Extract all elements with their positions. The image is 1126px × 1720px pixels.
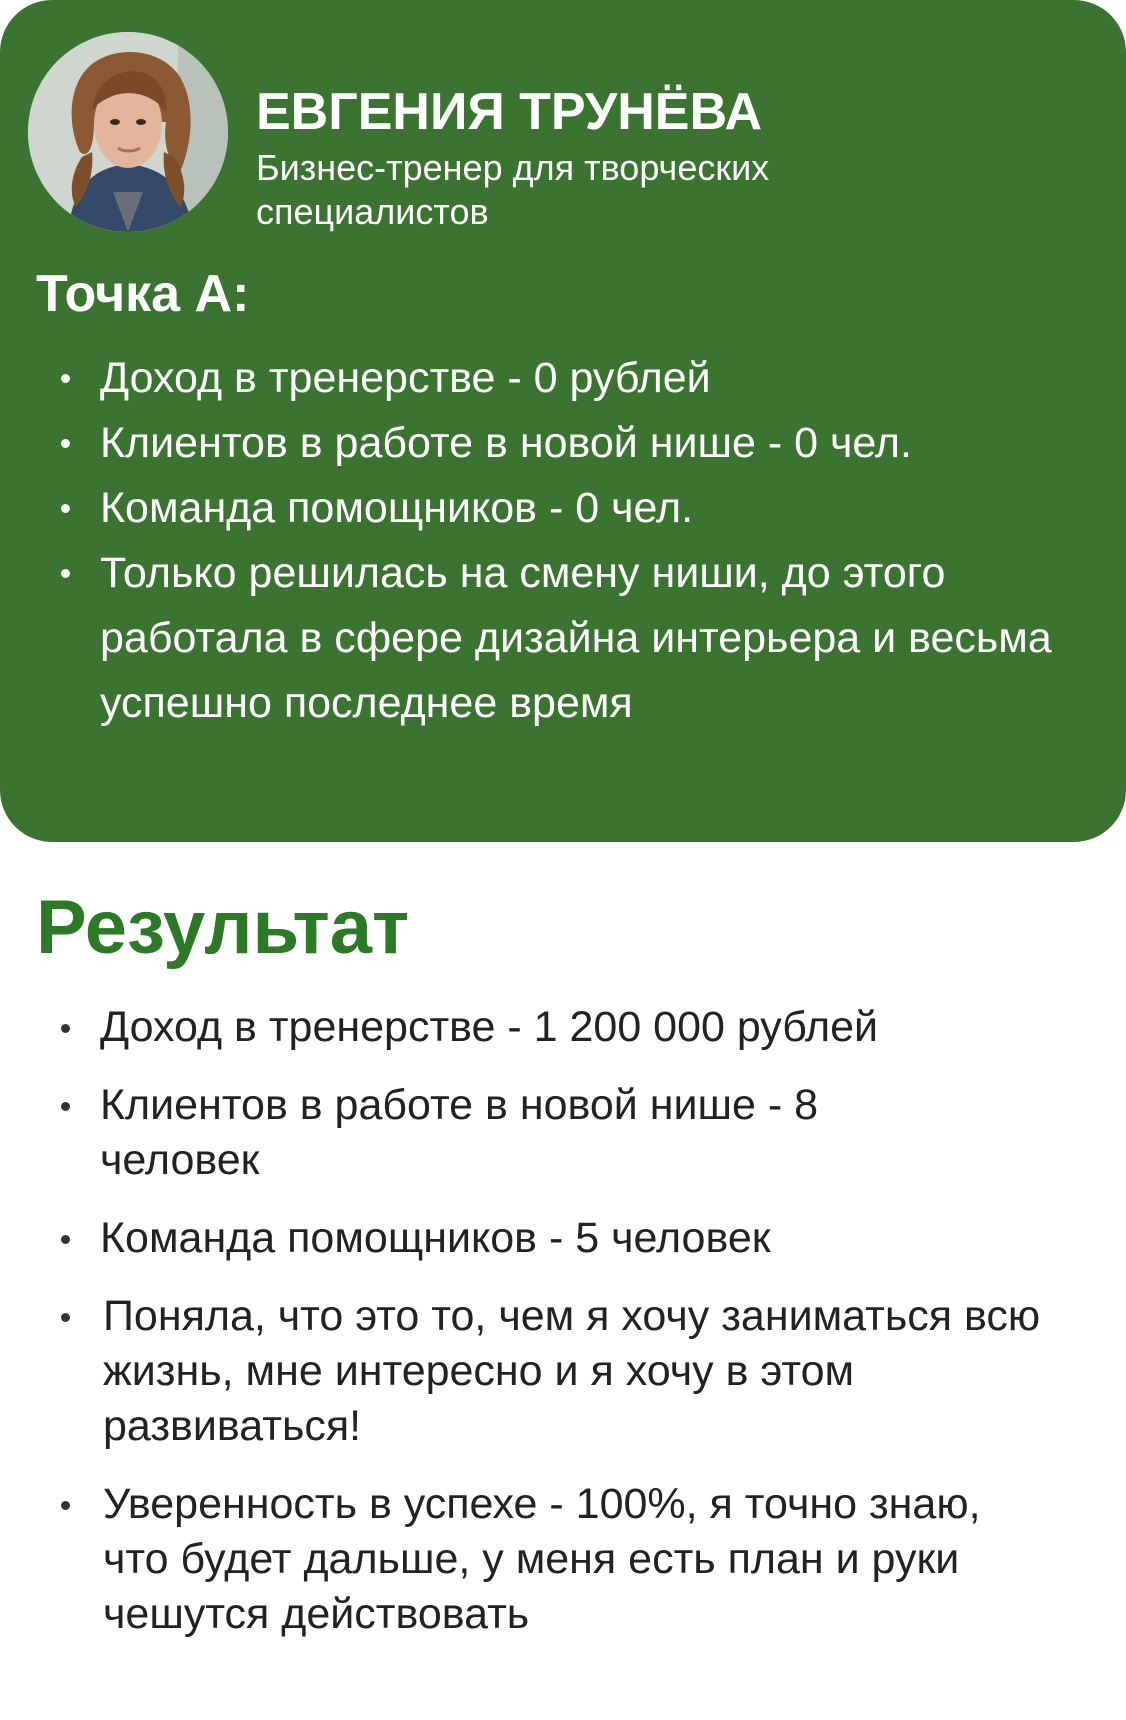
bullet-icon	[61, 1235, 70, 1244]
bullet-icon	[61, 569, 70, 578]
list-item	[0, 411, 1100, 476]
bullet-icon	[61, 1024, 70, 1033]
point-a-heading: Точка А:	[36, 265, 250, 323]
list-item	[0, 1477, 1023, 1642]
list-item	[0, 1000, 1100, 1055]
list-item-text: Доход в тренерстве - 0 рублей	[100, 354, 711, 402]
list-item	[0, 1289, 1100, 1454]
bullet-icon	[61, 1313, 70, 1322]
list-item	[0, 541, 1100, 736]
list-item	[0, 1078, 900, 1188]
list-item-text: Доход в тренерстве - 1 200 000 рублей	[100, 1003, 879, 1051]
list-item-text: Клиентов в работе в новой нише - 8 человек	[100, 1081, 819, 1184]
bullet-icon	[61, 439, 70, 448]
bullet-icon	[61, 1501, 70, 1510]
point-a-list	[0, 346, 1100, 736]
portrait-image	[28, 32, 228, 232]
list-item-text: Команда помощников - 0 чел.	[100, 484, 694, 532]
person-name: ЕВГЕНИЯ ТРУНЁВА	[256, 83, 763, 141]
list-item-text: Только решилась на смену ниши, до этого работала в сфере дизайна интерьера и весьма успешно последнее время	[100, 549, 1052, 727]
list-item	[0, 476, 1100, 541]
list-item-text: Клиентов в работе в новой нише - 0 чел.	[100, 419, 912, 467]
bullet-icon	[61, 1102, 70, 1111]
profile-card	[0, 0, 1126, 842]
list-item	[0, 1211, 1100, 1266]
avatar	[28, 32, 228, 232]
bullet-icon	[61, 504, 70, 513]
result-heading: Результат	[36, 885, 410, 970]
person-role: Бизнес-тренер для творческих специалистов	[256, 147, 770, 232]
list-item-text: Команда помощников - 5 человек	[100, 1214, 771, 1262]
list-item	[0, 346, 1100, 411]
result-list	[0, 1000, 1100, 1665]
list-item-text: Поняла, что это то, чем я хочу заниматься всю жизнь, мне интересно и я хочу в этом развиваться!	[103, 1292, 1041, 1450]
list-item-text: Уверенность в успехе - 100%, я точно знаю, что будет дальше, у меня есть план и руки чешутся действовать	[103, 1480, 981, 1638]
bullet-icon	[61, 374, 70, 383]
